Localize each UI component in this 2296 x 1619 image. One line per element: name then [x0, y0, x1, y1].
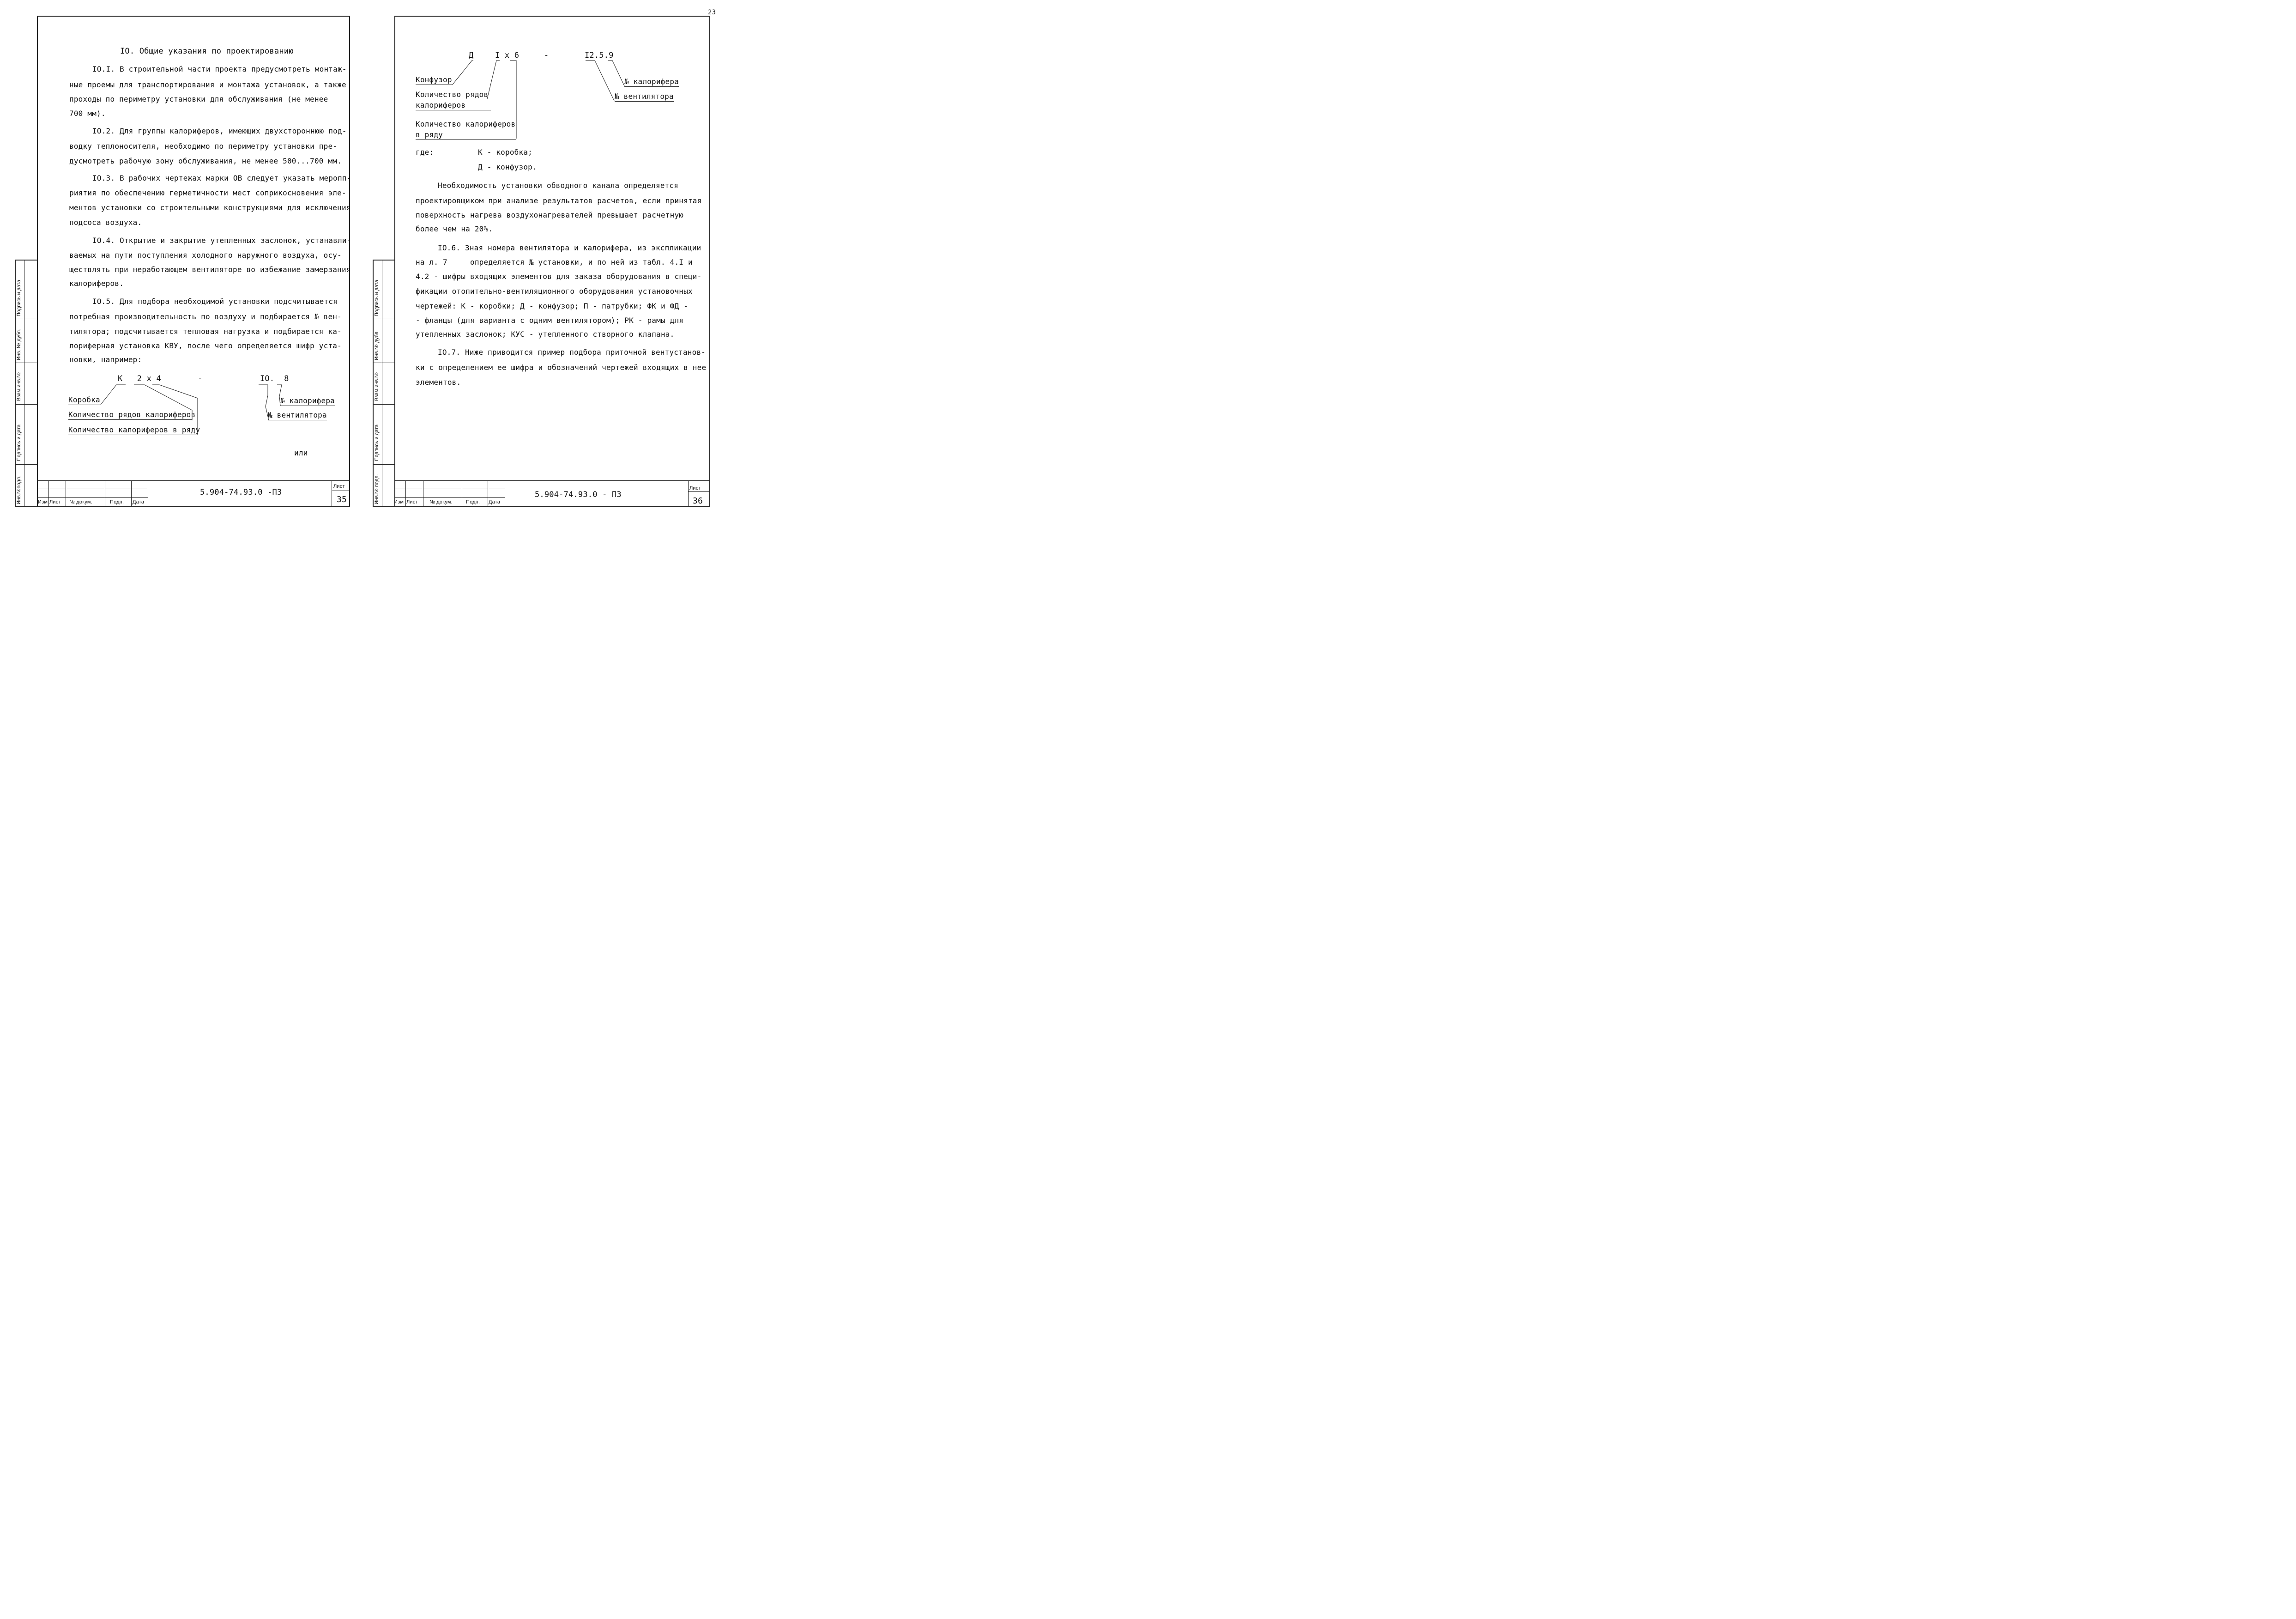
- paragraph-line: лориферная установка КВУ, после чего определяется шифр уста-: [69, 341, 342, 350]
- paragraph-line: на л. 7 определяется № установки, и по ней из табл. 4.I и: [416, 258, 693, 267]
- paragraph-line: IO.5. Для подбора необходимой установки подсчитывается: [92, 297, 338, 306]
- label-count: Количество калориферов: [416, 120, 516, 128]
- code-fan-heater: I2.5.9: [585, 51, 614, 60]
- code-dash: -: [544, 51, 549, 60]
- stamp-col: Подп.: [110, 499, 124, 505]
- paragraph-line: - фланцы (для варианта с одним вентилятором); РК - рамы для: [416, 316, 684, 325]
- paragraph-line: IO.3. В рабочих чертежах марки ОВ следует указать меропп-: [92, 174, 351, 182]
- paragraph-line: подсоса воздуха.: [69, 218, 142, 227]
- paragraph-line: проходы по периметру установки для обслуживания (не менее: [69, 95, 328, 103]
- code-rows-count: I х 6: [495, 51, 520, 60]
- paragraph-line: более чем на 20%.: [416, 224, 493, 233]
- label-rows: Количество рядов: [416, 90, 489, 99]
- section-heading: IO. Общие указания по проектированию: [120, 47, 294, 56]
- paragraph-line: потребная производительность по воздуху и подбирается № вен-: [69, 312, 342, 321]
- paragraph-line: ществлять при неработающем вентиляторе во избежание замерзания: [69, 265, 351, 274]
- document-code: 5.904-74.93.0 - ПЗ: [535, 490, 622, 499]
- stamp-col: Подп.: [466, 499, 480, 505]
- side-label-signature-2: Подпись и дата: [16, 279, 22, 316]
- code-konfuzor: Д: [469, 51, 474, 60]
- paragraph-line: дусмотреть рабочую зону обслуживания, не менее 500...700 мм.: [69, 157, 342, 165]
- label-heater-number: № калорифера: [624, 77, 679, 86]
- paragraph-line: IO.7. Ниже приводится пример подбора приточной вентустанов-: [438, 348, 706, 357]
- side-label-signature: Подпись и дата: [374, 424, 380, 461]
- paragraph-line: утепленных заслонок; КУС - утепленного створного клапана.: [416, 330, 675, 339]
- paragraph-line: IO.2. Для группы калориферов, имеющих двухстороннюю под-: [92, 127, 347, 135]
- side-label-vzam: Взам.инв.№: [16, 372, 22, 401]
- paragraph-line: IO.6. Зная номера вентилятора и калорифера, из экспликации: [438, 243, 701, 252]
- paragraph-line: риятия по обеспечению герметичности мест соприкосновения эле-: [69, 188, 346, 197]
- label-count-2: в ряду: [416, 131, 516, 140]
- side-label-vzam: Взам.инв.№: [374, 372, 380, 401]
- label-count: Количество калориферов в ряду: [68, 425, 200, 434]
- paragraph-line: 700 мм).: [69, 109, 106, 118]
- paragraph-line: чертежей: К - коробки; Д - конфузор; П - патрубки; ФК и ФД -: [416, 302, 688, 310]
- sheet-label: Лист: [689, 485, 701, 491]
- stamp-col: № докум.: [429, 499, 453, 505]
- sheet-number: 36: [693, 496, 703, 506]
- code-kvu: К 2 х 4: [118, 374, 161, 383]
- paragraph-line: проектировщиком при анализе результатов расчетов, если принятая: [416, 196, 702, 205]
- page-number: 23: [708, 9, 716, 16]
- code-fan-heater: IO. 8: [260, 374, 289, 383]
- paragraph-line: новки, например:: [69, 355, 142, 364]
- paragraph-line: ментов установки со строительными конструкциями для исключения: [69, 203, 351, 212]
- side-label-inv-podl: Инв.№подл.: [16, 475, 22, 504]
- stamp-col: Дата: [133, 499, 145, 505]
- paragraph-line: поверхность нагрева воздухонагревателей превышает расчетную: [416, 211, 684, 219]
- right-diagram-leaders: [0, 0, 724, 510]
- paragraph-line: тилятора; подсчитывается тепловая нагрузка и подбирается ка-: [69, 327, 342, 336]
- document-spread: [0, 0, 724, 510]
- label-konfuzor: Конфузор: [416, 75, 452, 84]
- paragraph-line: ные проемы для транспортирования и монтажа установок, а также: [69, 80, 346, 89]
- paragraph-line: водку теплоносителя, необходимо по периметру установки пре-: [69, 142, 338, 151]
- label-rows-2: калориферов: [416, 102, 491, 110]
- paragraph-line: ки с определением ее шифра и обозначений чертежей входящих в нее: [416, 363, 707, 372]
- where-label: где:: [416, 148, 434, 157]
- label-fan-number: № вентилятора: [615, 92, 674, 101]
- side-label-inv-podl: Инв.№ подл.: [374, 474, 380, 504]
- side-label-inv-dubl: Инв. № дубл.: [16, 328, 22, 360]
- paragraph-line: IO.4. Открытие и закрытие утепленных заслонок, устанавли-: [92, 236, 351, 245]
- paragraph-line: Необходимость установки обводного канала определяется: [438, 181, 679, 190]
- sheet-label: Лист: [333, 484, 345, 489]
- side-label-inv-dubl: Инв.№ дубл.: [374, 330, 380, 360]
- paragraph-line: калориферов.: [69, 279, 124, 288]
- stamp-col: Изм: [394, 499, 404, 505]
- paragraph-line: элементов.: [416, 378, 461, 387]
- where-item: К - коробка;: [478, 148, 532, 157]
- code-dash: -: [198, 374, 203, 383]
- paragraph-line: 4.2 - шифры входящих элементов для заказа оборудования в специ-: [416, 272, 702, 281]
- side-label-signature-2: Подпись и дата: [374, 279, 380, 316]
- side-label-signature: Подпись и дата: [16, 424, 22, 461]
- stamp-col: Лист: [49, 499, 61, 505]
- where-item: Д - конфузор.: [478, 163, 537, 171]
- stamp-col: № докум.: [69, 499, 92, 505]
- stamp-col: Лист: [406, 499, 418, 505]
- sheet-number: 35: [337, 495, 347, 504]
- label-box: Коробка: [68, 395, 100, 404]
- paragraph-line: ваемых на пути поступления холодного наружного воздуха, осу-: [69, 251, 342, 260]
- paragraph-line: IO.I. В строительной части проекта предусмотреть монтаж-: [92, 65, 347, 73]
- stamp-col: Изм: [38, 499, 48, 505]
- document-code: 5.904-74.93.0 -ПЗ: [200, 488, 282, 497]
- paragraph-line: фикации отопительно-вентиляционного оборудования установочных: [416, 287, 693, 296]
- label-heater-number: № калорифера: [280, 396, 335, 405]
- stamp-col: Дата: [489, 499, 501, 505]
- label-rows: Количество рядов калориферов: [68, 410, 196, 419]
- or-text: или: [294, 449, 308, 457]
- label-fan-number: № вентилятора: [268, 411, 327, 419]
